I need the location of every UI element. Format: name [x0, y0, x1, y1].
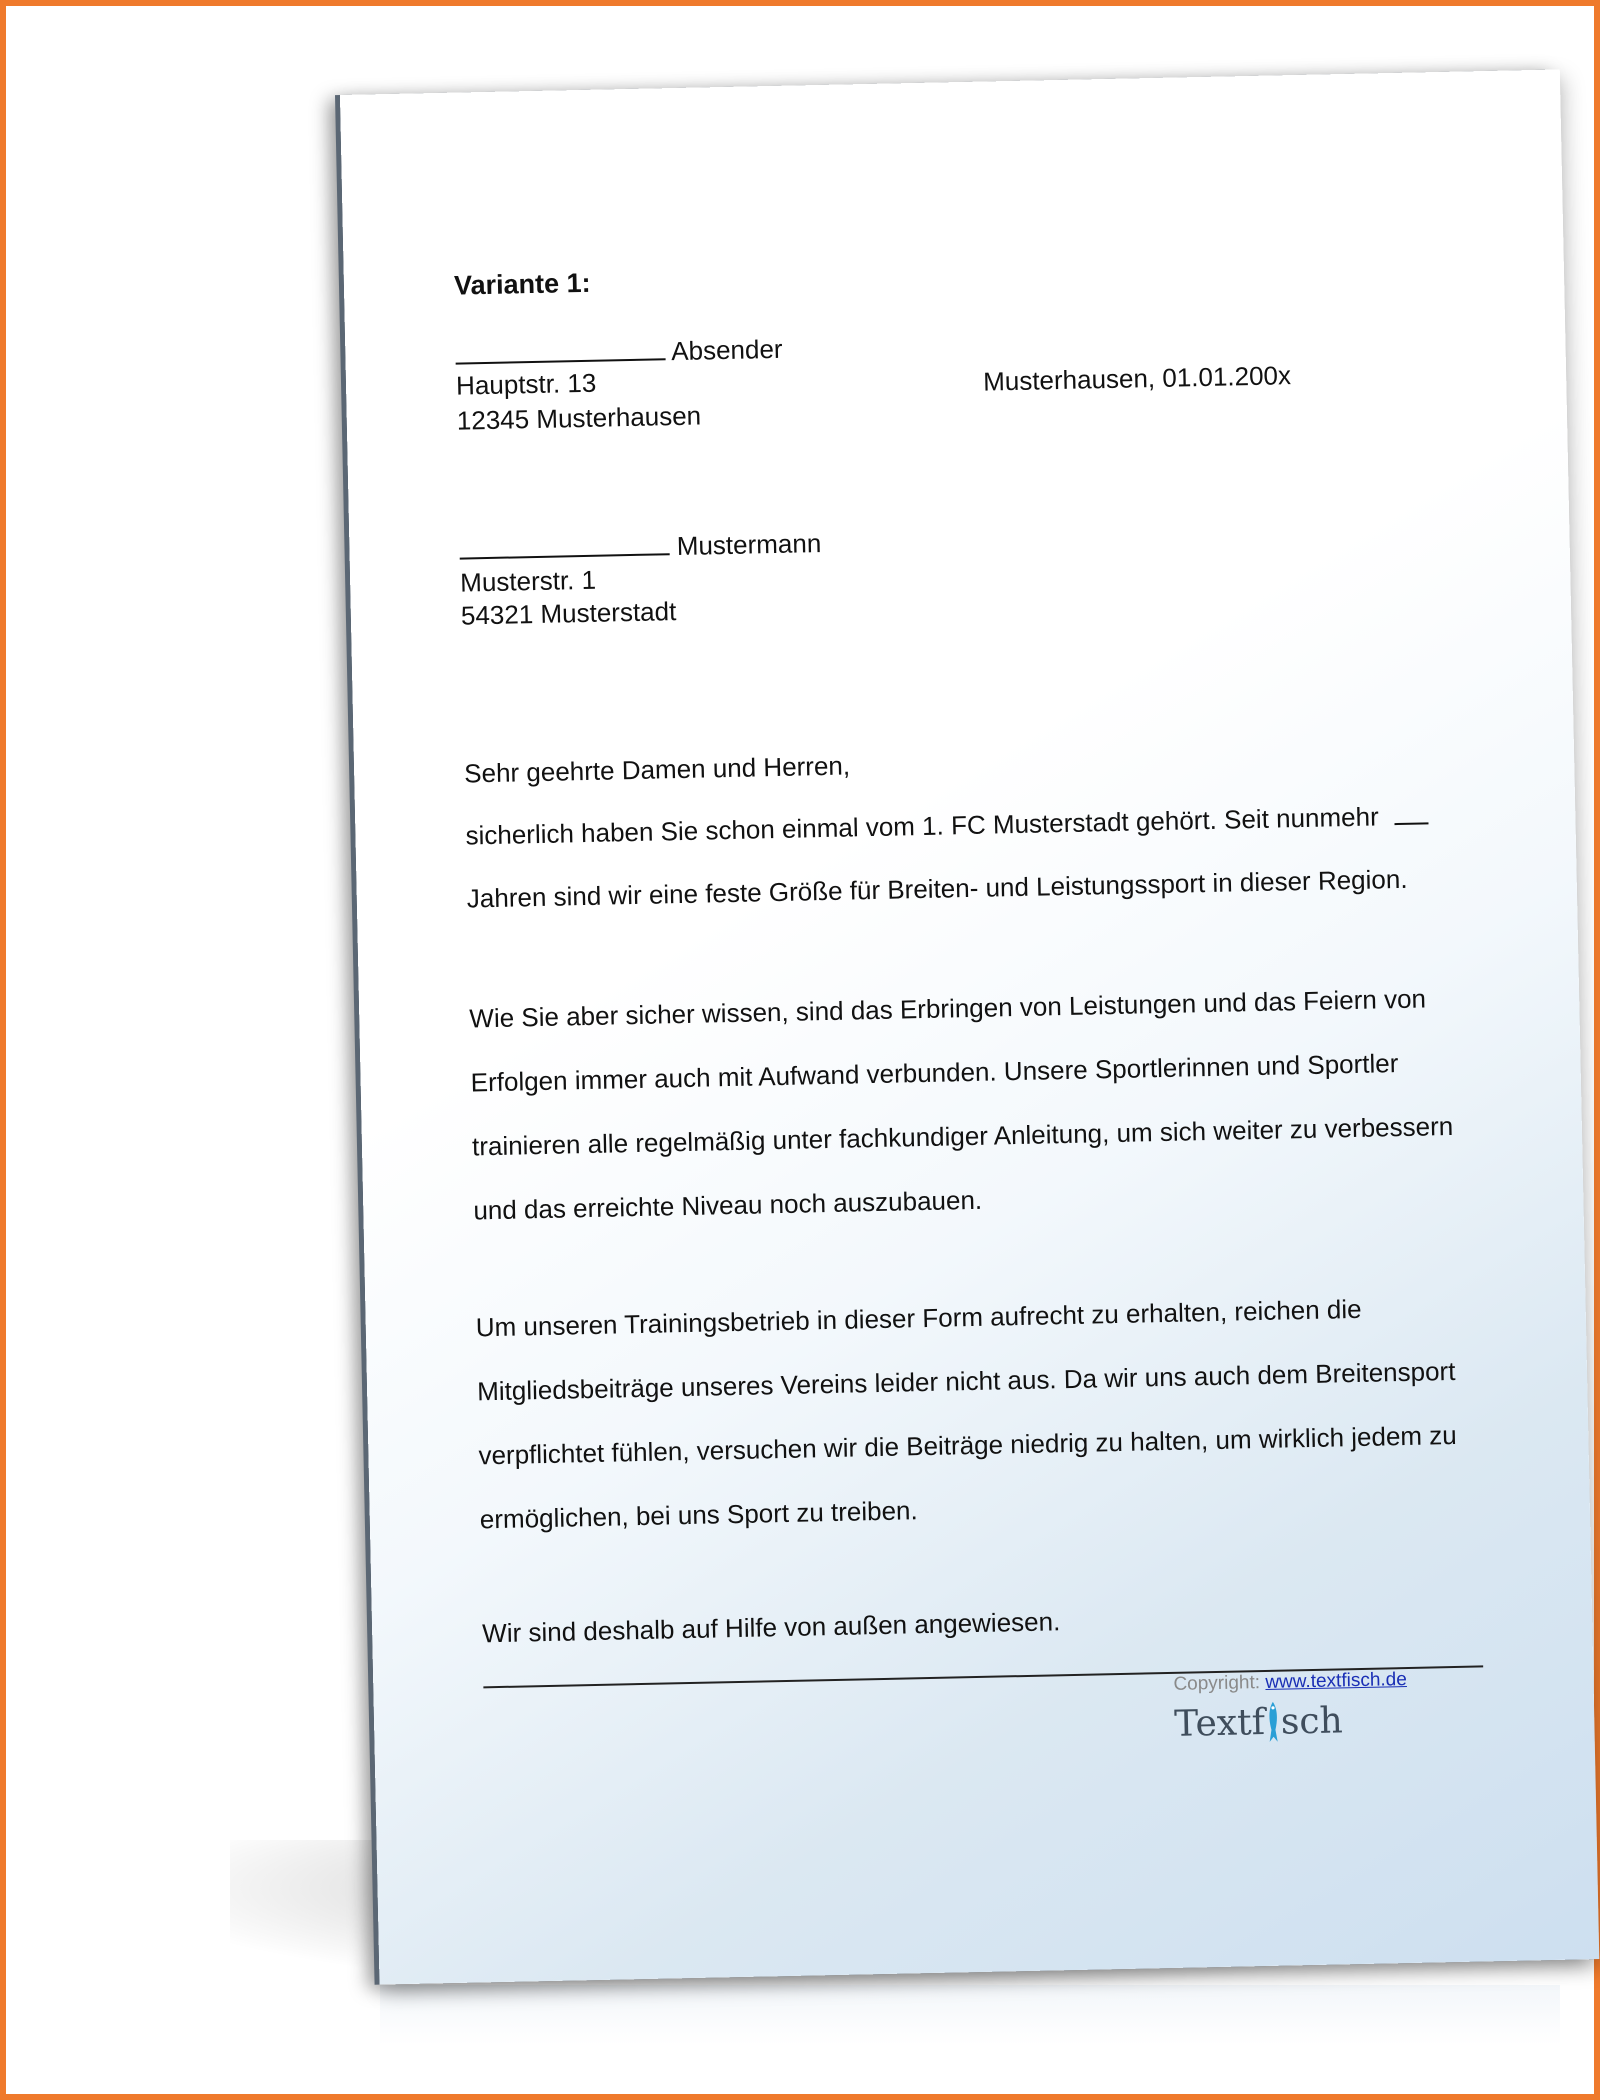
page-reflection — [380, 1985, 1560, 2045]
years-blank — [1394, 818, 1428, 825]
body-line: Wie Sie aber sicher wissen, sind das Erbringen von Leistungen und das Feiern von — [469, 983, 1427, 1034]
body-line: Wir sind deshalb auf Hilfe von außen angewiesen. — [481, 1606, 1061, 1649]
body-line — [465, 801, 1428, 851]
copyright-notice — [1173, 1669, 1407, 1696]
body-line: Erfolgen immer auch mit Aufwand verbunden. Unsere Sportlerinnen und Sportler — [470, 1048, 1399, 1098]
recipient-city: 54321 Musterstadt — [460, 596, 677, 631]
letter-page — [340, 69, 1599, 1984]
sender-city: 12345 Musterhausen — [456, 400, 702, 436]
salutation: Sehr geehrte Damen und Herren, — [463, 750, 851, 789]
place-date: Musterhausen, 01.01.200x — [982, 360, 1292, 397]
sender-line — [455, 333, 783, 369]
body-line: und das erreichte Niveau noch auszubauen. — [473, 1184, 983, 1226]
copyright-link[interactable]: www.textfisch.de — [1265, 1669, 1408, 1693]
recipient-street: Musterstr. 1 — [459, 564, 597, 598]
copyright-label: Copyright: — [1173, 1672, 1261, 1695]
textfisch-logo — [1174, 1698, 1343, 1746]
recipient-label: Mustermann — [676, 528, 822, 562]
body-line: trainieren alle regelmäßig unter fachkundiger Anleitung, um sich weiter zu verbessern — [471, 1110, 1454, 1162]
recipient-line — [459, 530, 821, 564]
recipient-blank — [460, 549, 670, 559]
fish-icon — [1265, 1700, 1280, 1744]
body-line: verpflichtet fühlen, versuchen wir die Beiträge niedrig zu halten, um wirklich jedem zu — [478, 1419, 1457, 1471]
logo-text-end: sch — [1280, 1700, 1344, 1743]
body-line: ermöglichen, bei uns Sport zu treiben. — [479, 1495, 919, 1535]
body-line: Jahren sind wir eine feste Größe für Breiten- und Leistungssport in dieser Region. — [466, 863, 1408, 914]
sender-blank — [456, 354, 666, 364]
variant-heading: Variante 1: — [453, 267, 591, 301]
body-line: Um unseren Trainingsbetrieb in dieser Form aufrecht zu erhalten, reichen die — [475, 1293, 1362, 1343]
sender-label: Absender — [670, 333, 783, 367]
body-text: sicherlich haben Sie schon einmal vom 1. FC Musterstadt gehört. Seit nunmehr — [465, 801, 1379, 851]
logo-text-start: Textf — [1173, 1701, 1266, 1745]
body-line: Mitgliedsbeiträge unseres Vereins leider nicht aus. Da wir uns auch dem Breitensport — [476, 1355, 1456, 1407]
sender-street: Hauptstr. 13 — [455, 367, 597, 401]
